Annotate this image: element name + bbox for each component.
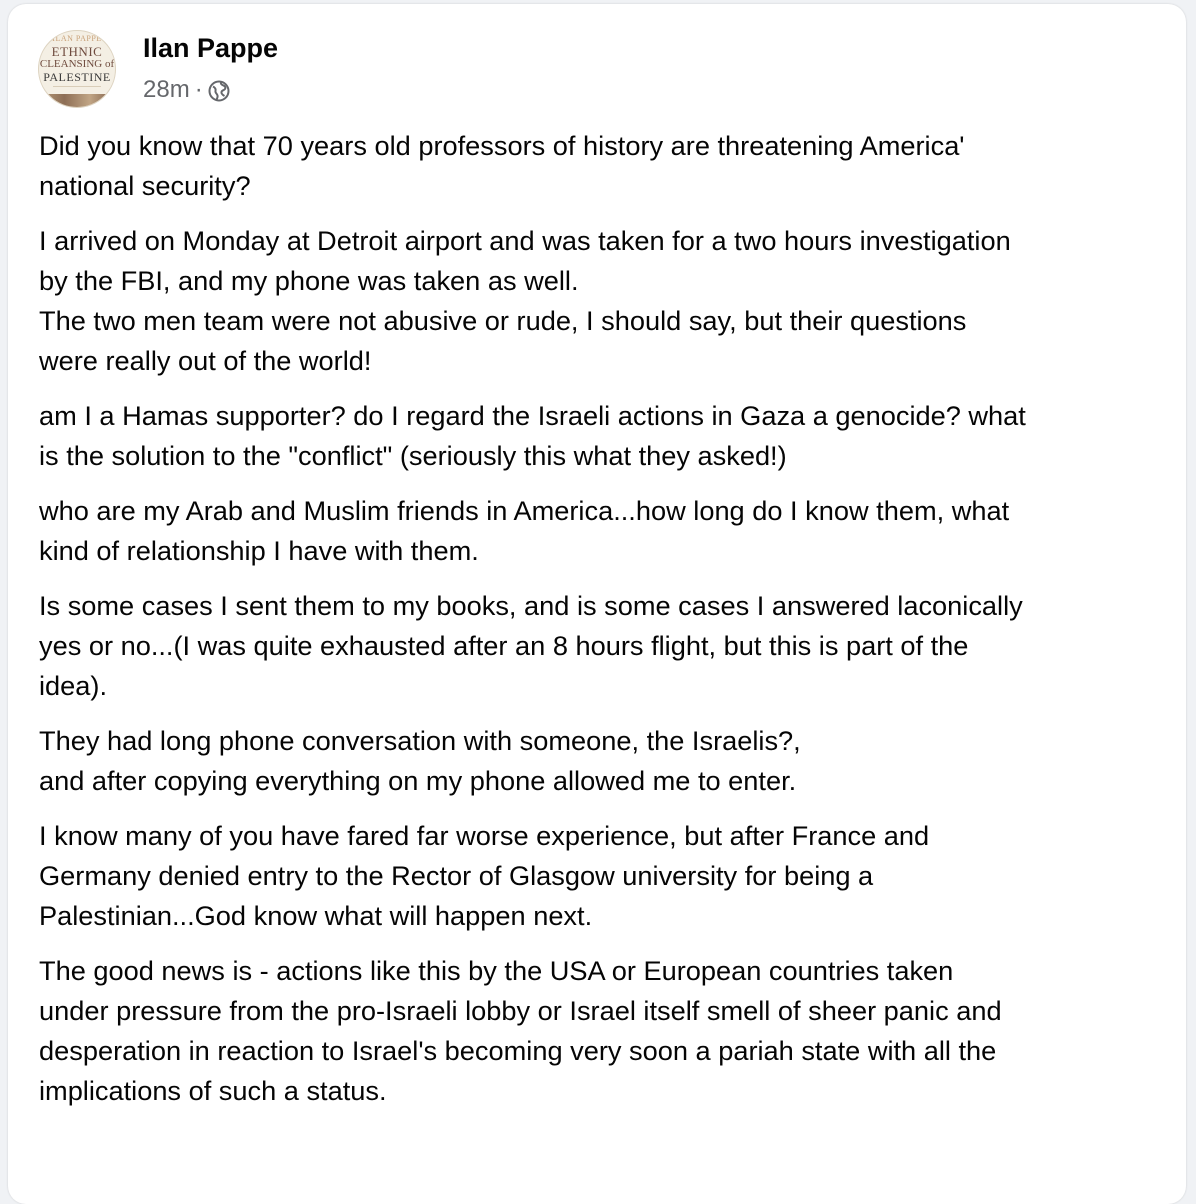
post-paragraph-4: who are my Arab and Muslim friends in America...how long do I know them, what kind of relationship I have with them. [39,495,1010,566]
author-name[interactable]: Ilan Pappe [143,33,279,63]
post-paragraph-2: I arrived on Monday at Detroit airport and was taken for a two hours investigation by the FBI, and my phone was taken as well. The two men team were not abusive or rude, I should say, but their questions were really out of the world! [39,225,1011,376]
post-timestamp[interactable]: 28m [143,76,190,103]
post-paragraph-8: The good news is - actions like this by the USA or European countries taken under pressure from the pro-Israeli lobby or Israel itself smell of sheer panic and desperation in reaction to Israel's becoming very soon a pariah state with all the implications of such a status. [39,955,1002,1106]
avatar-label-line1: ETHNIC [51,44,103,59]
post-paragraph-1: Did you know that 70 years old professors of history are threatening America' national security? [39,130,965,201]
post-paragraph-3: am I a Hamas supporter? do I regard the Israeli actions in Gaza a genocide? what is the solution to the "conflict" (seriously this what they asked!) [39,400,1026,471]
post-paragraph-5: Is some cases I sent them to my books, and is some cases I answered laconically yes or no...(I was quite exhausted after an 8 hours flight, but this is part of the idea). [39,590,1023,701]
avatar[interactable] [38,30,116,108]
avatar-image-band [39,94,115,107]
avatar-label-top: ILAN PAPPE [52,34,102,43]
globe-icon[interactable] [208,80,230,102]
post-meta [143,76,230,104]
meta-separator: · [194,76,203,103]
post-paragraph-6: They had long phone conversation with someone, the Israelis?, and after copying everything on my phone allowed me to enter. [39,725,801,796]
post-paragraph-7: I know many of you have fared far worse experience, but after France and Germany denied entry to the Rector of Glasgow university for being a Palestinian...God know what will happen next. [39,820,930,931]
post-card [8,4,1186,1204]
avatar-label-line3: PALESTINE [43,70,111,84]
post-body [39,126,1164,1126]
avatar-label-line2: CLEANSING of [39,58,115,70]
post-header [38,30,638,110]
